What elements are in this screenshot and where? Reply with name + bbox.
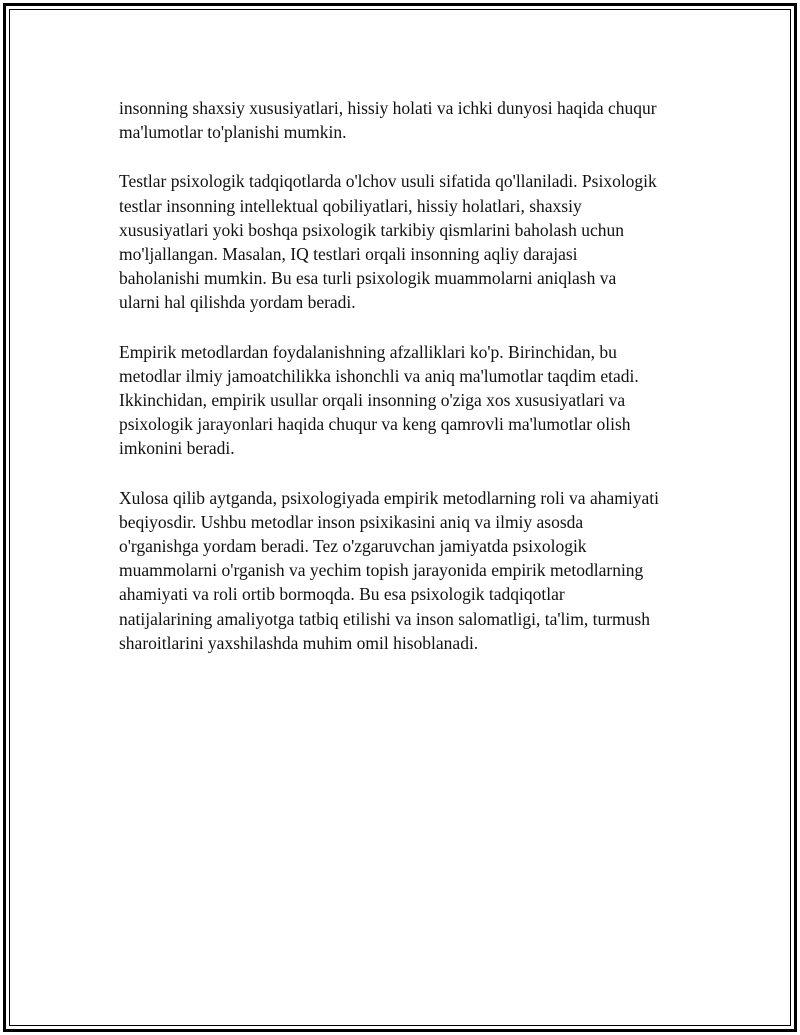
text-line: Testlar psixologik tadqiqotlarda o'lchov usuli sifatida qo'llaniladi. Psixologik xyxy=(119,171,657,192)
text-line: xususiyatlari yoki boshqa psixologik tarkibiy qismlarini baholash uchun xyxy=(119,219,625,240)
text-line: muammolarni o'rganish va yechim topish jarayonida empirik metodlarning xyxy=(119,560,644,581)
text-line: mo'ljallangan. Masalan, IQ testlari orqali insonning aqliy darajasi xyxy=(119,244,578,265)
text-line: Xulosa qilib aytganda, psixologiyada empirik metodlarning roli va ahamiyati xyxy=(119,487,659,508)
document-body xyxy=(119,96,699,680)
text-line: imkonini beradi. xyxy=(119,438,235,459)
paragraph-2 xyxy=(119,169,699,314)
paragraph-4 xyxy=(119,486,699,655)
text-line: ularni hal qilishda yordam beradi. xyxy=(119,292,356,313)
text-line: insonning shaxsiy xususiyatlari, hissiy holati va ichki dunyosi haqida chuqur xyxy=(119,98,657,118)
paragraph-1 xyxy=(119,96,699,144)
paragraph-3 xyxy=(119,340,699,461)
text-line: Ikkinchidan, empirik usullar orqali insonning o'ziga xos xususiyatlari va xyxy=(119,390,626,411)
page-border xyxy=(3,3,797,1032)
text-line: baholanishi mumkin. Bu esa turli psixologik muammolarni aniqlash va xyxy=(119,268,617,289)
text-line: psixologik jarayonlari haqida chuqur va keng qamrovli ma'lumotlar olish xyxy=(119,414,631,435)
text-line: natijalarining amaliyotga tatbiq etilishi va inson salomatligi, ta'lim, turmush xyxy=(119,608,650,629)
text-line: metodlar ilmiy jamoatchilikka ishonchli va aniq ma'lumotlar taqdim etadi. xyxy=(119,365,639,386)
text-line: sharoitlarini yaxshilashda muhim omil hisoblanadi. xyxy=(119,632,479,653)
text-line: testlar insonning intellektual qobiliyatlari, hissiy holatlari, shaxsiy xyxy=(119,195,582,216)
text-line: o'rganishga yordam beradi. Tez o'zgaruvchan jamiyatda psixologik xyxy=(119,536,587,557)
text-line: ahamiyati va roli ortib bormoqda. Bu esa psixologik tadqiqotlar xyxy=(119,584,565,605)
text-line: Empirik metodlardan foydalanishning afzalliklari ko'p. Birinchidan, bu xyxy=(119,341,617,362)
text-line: beqiyosdir. Ushbu metodlar inson psixikasini aniq va ilmiy asosda xyxy=(119,511,584,532)
text-line: ma'lumotlar to'planishi mumkin. xyxy=(119,122,347,143)
